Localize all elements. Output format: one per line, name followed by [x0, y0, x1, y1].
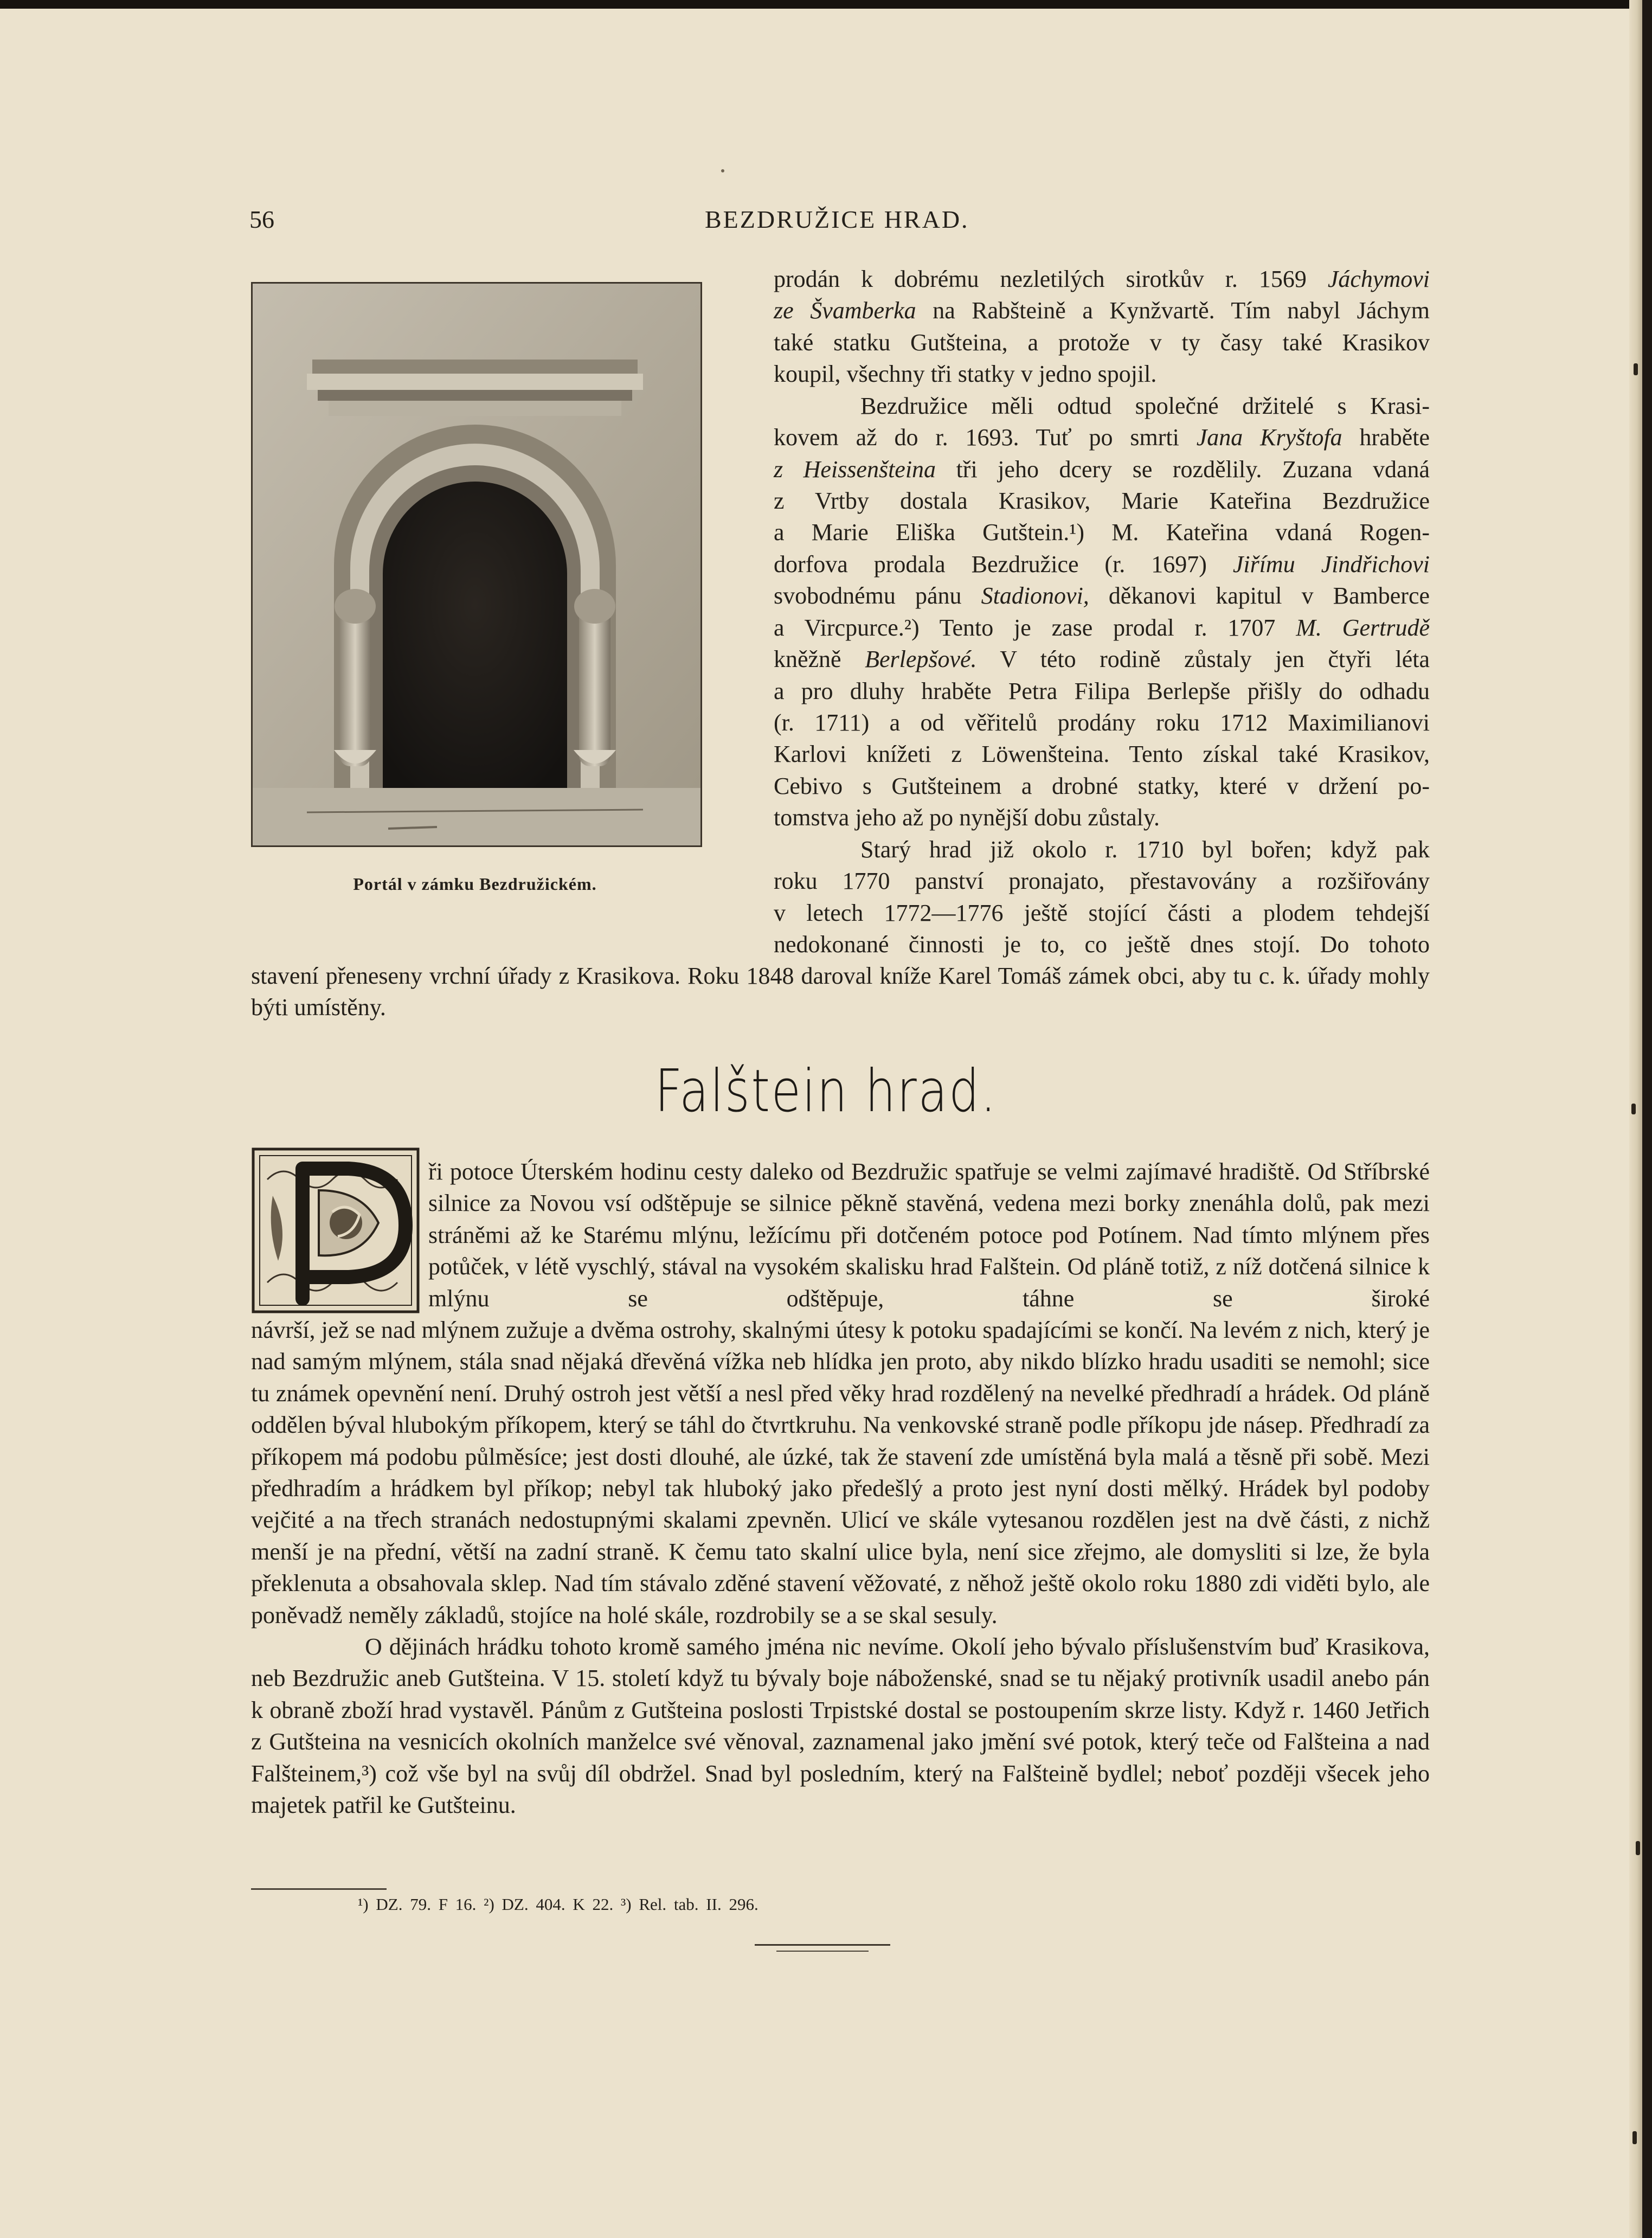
- text-line: Cebivo s Gutšteinem a drobné statky, které v držení po-: [774, 773, 1430, 799]
- text-line: prodán k dobrému nezletilých sirotkův r. 1569 Jáchymovi: [774, 266, 1430, 292]
- text-line: z Vrtby dostala Krasikov, Marie Kateřina Bezdružice: [774, 488, 1430, 514]
- text-line: a pro dluhy hraběte Petra Filipa Berlepše přišly do odhadu: [774, 678, 1430, 704]
- text-line: také statku Gutšteina, a protože v ty časy také Krasikov: [774, 329, 1430, 356]
- scan-top-border: [0, 0, 1652, 9]
- figure-caption: Portál v zámku Bezdružickém.: [353, 874, 597, 894]
- end-rule: [755, 1944, 890, 1946]
- footnotes: ¹) DZ. 79. F 16. ²) DZ. 404. K 22. ³) Rel. tab. II. 296.: [358, 1895, 758, 1914]
- text-line: a Marie Eliška Gutštein.¹) M. Kateřina vdaná Rogen-: [774, 519, 1430, 546]
- paragraph-2: O dějinách hrádku tohoto kromě samého jména nic nevíme. Okolí jeho bývalo příslušenstvím buď Krasikova, neb Bezdružic aneb Gutšteina. V 15. století když tu bývaly boje náboženské, snad se tu nějaký protivník usadil anebo pán k obraně zboží hrad vystavěl. Pánům z Gutšteina poslosti Trpistské dostal se postoupením skrze listy. Když r. 1460 Jetřich z Gutšteina na vesnicích okolních manželce své věnoval, zaznamenal jako jmění své potok, který teče od Falšteina a nad Falšteinem,³) což vše byl na svůj díl obdržel. Snad byl posledním, který na Falšteině bydlel; neboť později všecek jeho majetek patřil ke Gutšteinu.: [251, 1633, 1430, 1819]
- text-line: svobodnému pánu Stadionovi, děkanovi kapitul v Bamberce: [774, 582, 1430, 609]
- page-number: 56: [249, 206, 274, 233]
- paragraph-end: stavení přeneseny vrchní úřady z Krasikova. Roku 1848 daroval kníže Karel Tomáš zámek obci, aby tu c. k. úřady mohly býti umístěny.: [251, 963, 1430, 1021]
- text-line: koupil, všechny tři statky v jedno spojil.: [774, 361, 1157, 387]
- scan-right-border: [1642, 0, 1652, 2238]
- section-title: Falštein hrad.: [654, 1057, 998, 1125]
- text-line: (r. 1711) a od věřitelů prodány roku 1712 Maximilianovi: [774, 709, 1430, 736]
- text-line: v letech 1772—1776 ještě stojící části a plodem tehdejší: [774, 900, 1430, 926]
- portal-archway-icon: [253, 284, 700, 845]
- section-opening-text: ři potoce Úterském hodinu cesty daleko od Bezdružic spatřuje se velmi zajímavé hradiště. Od Stříbrské silnice za Novou vsí odštěpuje se silnice pěkně stavěná, vedena mezi borky znenáhla dolů, pak mezi stráněmi až ke Starému mlýnu, ležícímu při dotčeném potoce pod Potínem. Nad tímto mlýnem přes potůček, v létě vyschlý, stával na vysokém skalisku hrad Falštein. Od pláně totiž, z níž dotčená silnice k mlýnu se odštěpuje, táhne se široké: [428, 1158, 1430, 1312]
- section-opening-lines: [428, 1156, 1430, 1314]
- text-line: Starý hrad již okolo r. 1710 byl bořen; když pak: [860, 836, 1430, 863]
- text-line: tomstva jeho až po nynější dobu zůstaly.: [774, 804, 1160, 831]
- section-body: [251, 1314, 1430, 1822]
- text-line: ze Švamberka na Rabšteině a Kynžvartě. Tím nabyl Jáchym: [774, 297, 1430, 324]
- text-line: kovem až do r. 1693. Tuť po smrti Jana Kryštofa hraběte: [774, 424, 1430, 451]
- paragraph-1-continued: návrší, jež se nad mlýnem zužuje a dvěma ostrohy, skalnými útesy k potoku spadajícími se končí. Na levém z nich, který je nad samým mlýnem, stála snad nějaká dřevěná vížka neb hlídka jen proto, aby nikdo blízko hradu usaditi se nemohl; sice tu známek opevnění není. Druhý ostroh jest větší a nesl před věky hrad rozdělený na nevelké předhradí a hrádek. Od pláně oddělen býval hlubokým příkopem, který se táhl do čtvrtkruhu. Na venkovské straně podle příkopu jde násep. Předhradí za příkopem má podobu půlměsíce; jest dosti dlouhé, ale úzké, tak že stavení zde umístěná byla malá a těsně při sobě. Mezi předhradím a hrádkem byl příkop; nebyl tak hluboký jako předešlý a proto jest nyní dosti mělký. Hrádek byl podoby vejčité a na třech stranách nedostupnými skalami zpevněn. Ulicí ve skále vytesanou rozdělen jest na dvě části, z nichž menší je na přední, větší na zadní straně. K čemu tato skalní ulice byla, není sice zřejmo, ale domysliti si lze, že byla překlenuta a obsahovala sklep. Nad tím stávalo zděné stavení věžovaté, z něhož ještě okolo roku 1880 zdi viděti bylo, ale poněvadž neměly základů, stojíce na holé skále, rozdrobily se a se skal sesuly.: [251, 1317, 1430, 1628]
- running-title: BEZDRUŽICE HRAD.: [705, 206, 969, 233]
- text-line: dorfova prodala Bezdružice (r. 1697) Jiřímu Jindřichovi: [774, 551, 1430, 578]
- text-line: a Vircpurce.²) Tento je zase prodal r. 1707 M. Gertrudě: [774, 614, 1430, 641]
- text-line: Karlovi knížeti z Löwenšteina. Tento získal také Krasikov,: [774, 741, 1430, 767]
- footnote-rule: [251, 1888, 387, 1890]
- text-line: roku 1770 panství pronajato, přestavovány a rozšiřovány: [774, 868, 1430, 894]
- text-line: Bezdružice měli odtud společné držitelé s Krasi-: [860, 393, 1430, 419]
- text-line: nedokonané činnosti je to, co ještě dnes stojí. Do tohoto: [774, 931, 1430, 958]
- book-spine-edge: [1629, 0, 1642, 2238]
- decorative-initial-icon: [251, 1147, 420, 1314]
- text-line: kněžně Berlepšové. V této rodině zůstaly jen čtyři léta: [774, 646, 1430, 672]
- text-line: z Heissenšteina tři jeho dcery se rozdělily. Zuzana vdaná: [774, 456, 1430, 483]
- portal-illustration: [251, 282, 702, 847]
- end-rule-short: [776, 1951, 869, 1952]
- speck: [721, 169, 724, 172]
